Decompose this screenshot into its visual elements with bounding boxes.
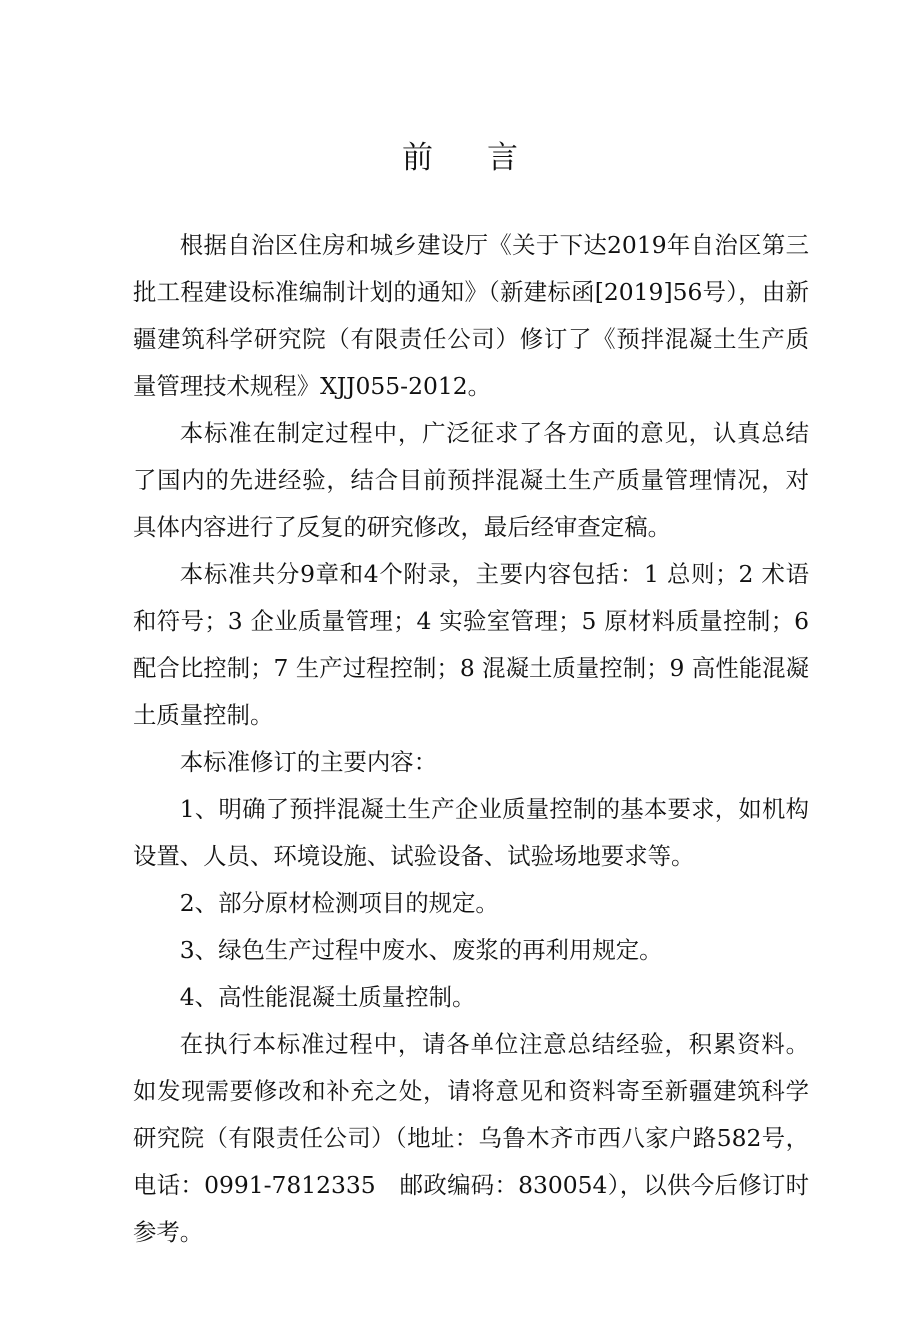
paragraph-process: 本标准在制定过程中，广泛征求了各方面的意见，认真总结了国内的先进经验，结合目前预拌混凝土生产质量管理情况，对具体内容进行了反复的研究修改，最后经审查定稿。 xyxy=(133,419,809,541)
paragraph-feedback-contact: 在执行本标准过程中，请各单位注意总结经验，积累资料。如发现需要修改和补充之处，请将意见和资料寄至新疆建筑科学研究院（有限责任公司）（地址：乌鲁木齐市西八家户路582号，电话：0991-7812335 邮政编码：830054），以供今后修订时参考。 xyxy=(133,1030,809,1246)
title-char-2: 言 xyxy=(487,140,518,176)
paragraph-contents: 本标准共分9章和4个附录，主要内容包括：1 总则；2 术语和符号；3 企业质量管理；4 实验室管理；5 原材料质量控制；6 配合比控制；7 生产过程控制；8 混凝土质量控制；9 高性能混凝土质量控制。 xyxy=(133,560,809,729)
paragraph-basis: 根据自治区住房和城乡建设厅《关于下达2019年自治区第三批工程建设标准编制计划的通知》（新建标函[2019]56号），由新疆建筑科学研究院（有限责任公司）修订了《预拌混凝土生产质量管理技术规程》XJJ055-2012。 xyxy=(133,231,809,400)
paragraph-revision-intro: 本标准修订的主要内容： xyxy=(179,748,438,776)
title-char-1: 前 xyxy=(402,140,433,176)
revision-item-4: 4、高性能混凝土质量控制。 xyxy=(179,983,476,1011)
revision-item-3: 3、绿色生产过程中废水、废浆的再利用规定。 xyxy=(179,936,663,964)
page-title xyxy=(0,128,920,188)
revision-item-1: 1、明确了预拌混凝土生产企业质量控制的基本要求，如机构设置、人员、环境设施、试验设备、试验场地要求等。 xyxy=(133,795,809,870)
revision-item-2: 2、部分原材检测项目的规定。 xyxy=(179,889,499,917)
preface-body xyxy=(133,222,809,1256)
